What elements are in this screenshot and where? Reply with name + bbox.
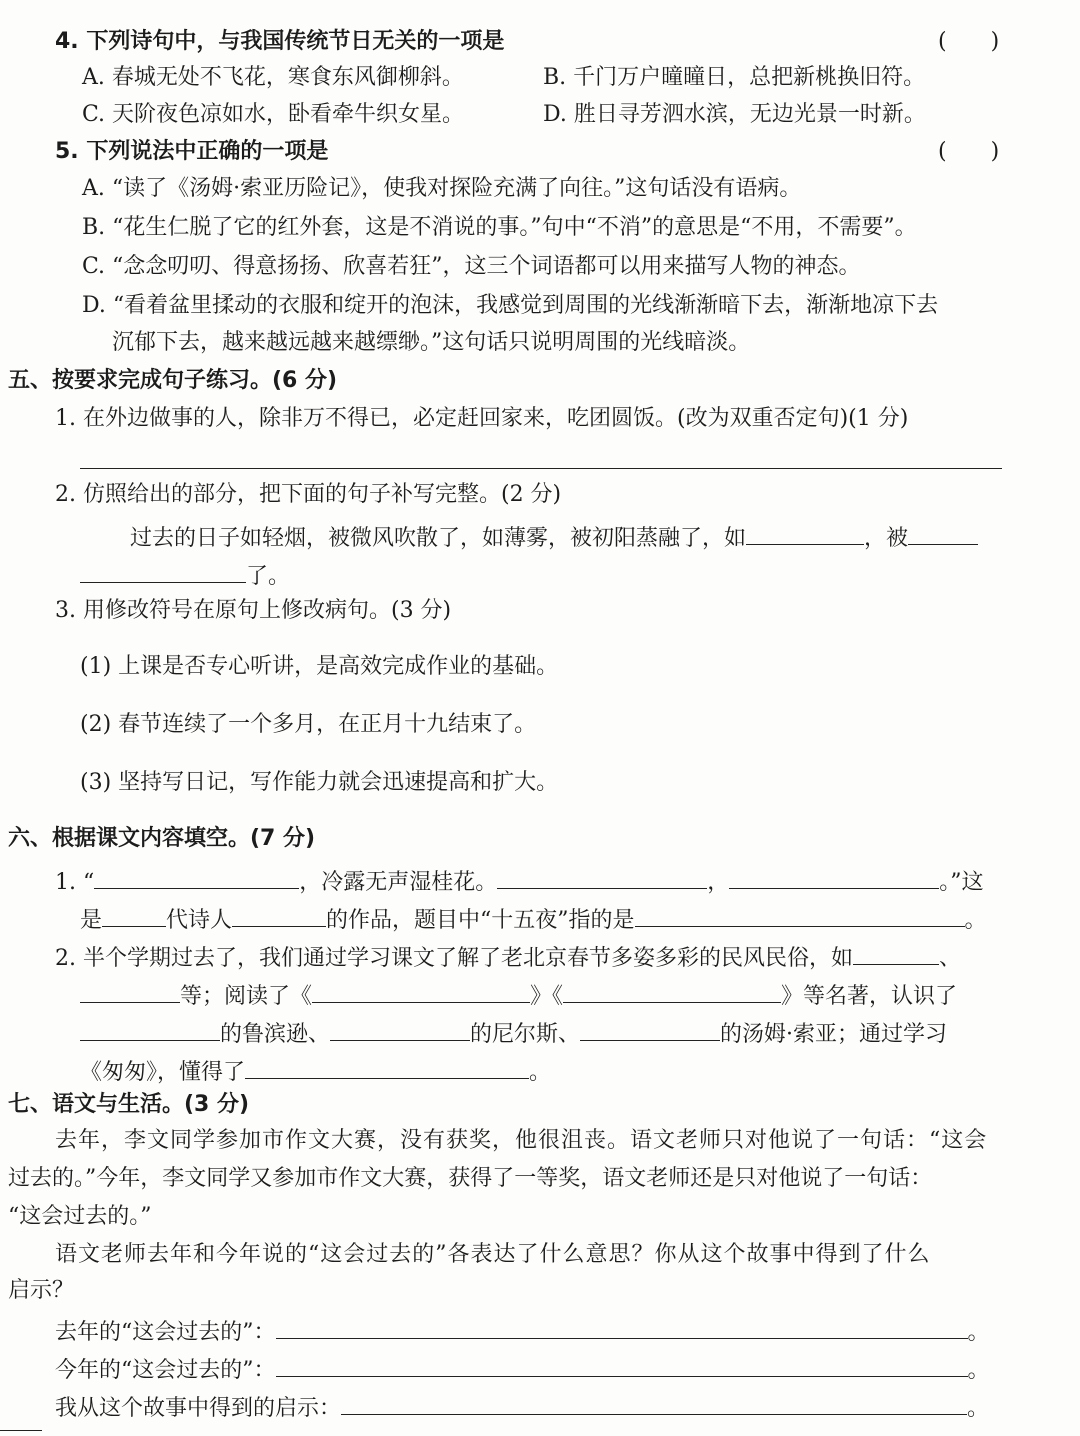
- s6-q1-line2: [80, 902, 987, 936]
- s5-q2-blank-1[interactable]: [746, 520, 864, 545]
- s6-q2-d: 》《: [530, 984, 564, 1009]
- s7-answer-2-row: [55, 1352, 990, 1386]
- s5-q2-blank-2[interactable]: [908, 520, 978, 545]
- section-7-title: 七、语文与生活。(3 分): [8, 1092, 250, 1117]
- s6-q2-j: 。: [529, 1060, 552, 1085]
- s7-answer-1-label: 去年的“这会过去的”：: [55, 1320, 276, 1345]
- s5-q2-line2: [80, 558, 290, 592]
- s6-q1-line1: [55, 864, 984, 898]
- s5-q3-item-3[interactable]: (3) 坚持写日记，写作能力就会迅速提高和扩大。: [80, 770, 559, 795]
- q4-option-c: C. 天阶夜色凉如水，卧看牵牛织女星。: [82, 102, 465, 127]
- s7-answer-1-blank[interactable]: [276, 1314, 968, 1339]
- s6-q1-blank-1[interactable]: [94, 864, 299, 889]
- s6-q1-blank-2[interactable]: [497, 864, 707, 889]
- s7-answer-3-end: 。: [967, 1396, 990, 1421]
- s6-q1-blank-3[interactable]: [729, 864, 939, 889]
- s5-q3-item-2[interactable]: (2) 春节连续了一个多月，在正月十九结束了。: [80, 712, 537, 737]
- page-edge-mark: [0, 1430, 42, 1431]
- s7-para-line2: 过去的。”今年，李文同学又参加市作文大赛，获得了一等奖，语文老师还是只对他说了一句话：: [8, 1166, 933, 1191]
- s5-q2-sentence: 过去的日子如轻烟，被微风吹散了，如薄雾，被初阳蒸融了，如: [130, 526, 747, 551]
- s7-answer-2-end: 。: [967, 1358, 990, 1383]
- s6-q1-b: 是: [80, 908, 103, 933]
- q5-option-a: A. “读了《汤姆·索亚历险记》，使我对探险充满了向往。”这句话没有语病。: [82, 176, 802, 201]
- s5-q1-answer-line[interactable]: [80, 468, 1002, 469]
- q5-answer-paren[interactable]: ( ): [938, 139, 1000, 164]
- s5-q2-line1: [130, 520, 978, 554]
- s5-q2-bei: ，被: [864, 526, 909, 551]
- s7-answer-2-label: 今年的“这会过去的”：: [55, 1358, 276, 1383]
- s6-q2-blank-2[interactable]: [80, 978, 180, 1003]
- s6-q2-line4: [80, 1054, 551, 1088]
- q4-stem: 4. 下列诗句中，与我国传统节日无关的一项是: [55, 29, 505, 54]
- q4-option-d: D. 胜日寻芳泗水滨，无边光景一时新。: [543, 102, 926, 127]
- s7-answer-1-end: 。: [967, 1320, 990, 1345]
- q5-option-c: C. “念念叨叨、得意扬扬、欣喜若狂”，这三个词语都可以用来描写人物的神态。: [82, 254, 861, 279]
- s5-q1: 1. 在外边做事的人，除非万不得已，必定赶回家来，吃团圆饭。(改为双重否定句)(1 分): [55, 406, 909, 431]
- s6-q1-blank-5[interactable]: [232, 902, 326, 927]
- s5-q2: 2. 仿照给出的部分，把下面的句子补写完整。(2 分): [55, 482, 562, 507]
- q5-option-d-line2: 沉郁下去，越来越远越来越缥缈。”这句话只说明周围的光线暗淡。: [112, 330, 751, 355]
- q4-option-b: B. 千门万户曈曈日，总把新桃换旧符。: [543, 65, 926, 90]
- s5-q2-end: 了。: [246, 564, 291, 589]
- s6-q1-blank-4[interactable]: [102, 902, 166, 927]
- s6-q2-c: 等；阅读了《: [180, 984, 313, 1009]
- q4-option-a: A. 春城无处不飞花，寒食东风御柳斜。: [82, 65, 464, 90]
- s6-q2-line1: [55, 940, 961, 974]
- s5-q3: 3. 用修改符号在原句上修改病句。(3 分): [55, 598, 452, 623]
- s6-q1-close: 。”这: [939, 870, 984, 895]
- s6-q2-i: 《匆匆》，懂得了: [80, 1060, 246, 1085]
- s6-q2-blank-1[interactable]: [853, 940, 939, 965]
- s6-q2-g: 的尼尔斯、: [470, 1022, 581, 1047]
- s6-q1-d: 的作品，题目中“十五夜”指的是: [326, 908, 635, 933]
- s7-answer-1-row: [55, 1314, 990, 1348]
- q5-stem: 5. 下列说法中正确的一项是: [55, 139, 329, 164]
- s6-q2-a: 2. 半个学期过去了，我们通过学习课文了解了老北京春节多姿多彩的民风民俗，如: [55, 946, 853, 971]
- s5-q3-item-1[interactable]: (1) 上课是否专心听讲，是高效完成作业的基础。: [80, 654, 559, 679]
- s6-q1-e: 。: [964, 908, 987, 933]
- s6-q2-h: 的汤姆·索亚；通过学习: [720, 1022, 948, 1047]
- s6-q1-blank-6[interactable]: [635, 902, 965, 927]
- q4-answer-paren[interactable]: ( ): [938, 29, 1000, 54]
- s6-q2-line2: [80, 978, 957, 1012]
- section-5-title: 五、按要求完成句子练习。(6 分): [8, 368, 338, 393]
- s5-q2-blank-3[interactable]: [80, 558, 246, 583]
- s6-q1-mid: ，冷露无声湿桂花。: [299, 870, 498, 895]
- s6-q2-f: 的鲁滨逊、: [220, 1022, 331, 1047]
- s7-para-line3: “这会过去的。”: [8, 1204, 152, 1229]
- s7-para-line1: 去年，李文同学参加市作文大赛，没有获奖，他很沮丧。语文老师只对他说了一句话：“这会: [55, 1128, 988, 1153]
- s6-q2-b: 、: [939, 946, 962, 971]
- s6-q1-comma: ，: [707, 870, 730, 895]
- q5-option-d-line1: D. “看着盆里揉动的衣服和绽开的泡沫，我感觉到周围的光线渐渐暗下去，渐渐地凉下去: [82, 293, 939, 318]
- s6-q2-blank-5[interactable]: [80, 1016, 220, 1041]
- s6-q2-blank-4[interactable]: [563, 978, 781, 1003]
- q5-option-b: B. “花生仁脱了它的红外套，这是不消说的事。”句中“不消”的意思是“不用，不需要”。: [82, 215, 917, 240]
- s6-q2-blank-6[interactable]: [330, 1016, 470, 1041]
- s6-q2-blank-7[interactable]: [580, 1016, 720, 1041]
- s7-question-line1: 语文老师去年和今年说的“这会过去的”各表达了什么意思？你从这个故事中得到了什么: [55, 1242, 931, 1267]
- s7-answer-3-blank[interactable]: [341, 1390, 967, 1415]
- s7-answer-2-blank[interactable]: [276, 1352, 968, 1377]
- s6-q2-e: 》等名著，认识了: [781, 984, 958, 1009]
- s6-q1-open: 1. “: [55, 870, 95, 895]
- section-6-title: 六、根据课文内容填空。(7 分): [8, 826, 316, 851]
- s6-q2-line3: [80, 1016, 947, 1050]
- s6-q1-c: 代诗人: [166, 908, 233, 933]
- s7-answer-3-row: [55, 1390, 989, 1424]
- s7-question-line2: 启示？: [8, 1278, 75, 1303]
- s6-q2-blank-3[interactable]: [312, 978, 530, 1003]
- s6-q2-blank-8[interactable]: [245, 1054, 529, 1079]
- s7-answer-3-label: 我从这个故事中得到的启示：: [55, 1396, 342, 1421]
